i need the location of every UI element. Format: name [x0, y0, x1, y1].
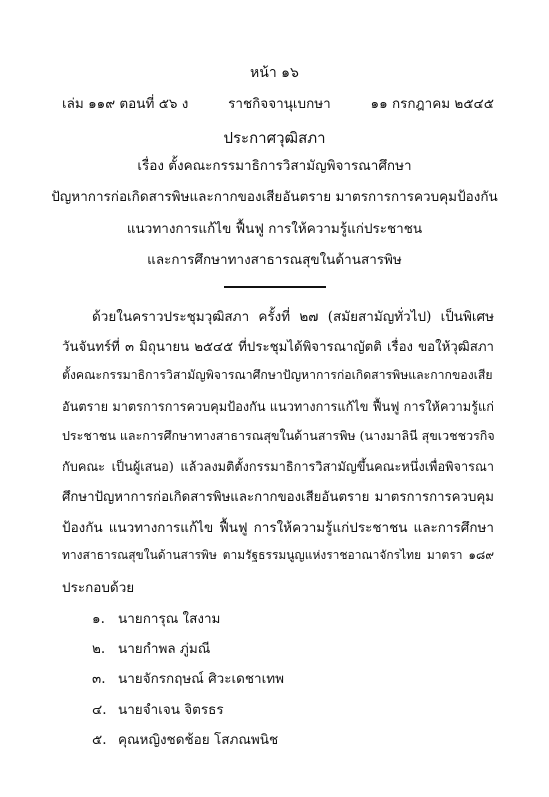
- body-line: วันจันทร์ที่ ๓ มิถุนายน ๒๕๔๕ ที่ประชุมได้พิจารณาญัตติ เรื่อง ขอให้วุฒิสภา: [62, 340, 494, 355]
- member-name: นายจำเจน จิตรธร: [118, 702, 224, 718]
- body-line: ประชาชน และการศึกษาทางสาธารณสุขในด้านสารพิษ (นางมาลินี สุขเวชชวรกิจ: [62, 428, 495, 443]
- body-line: อันตราย มาตรการการควบคุมป้องกัน แนวทางการแก้ไข ฟื้นฟู การให้ความรู้แก่: [62, 400, 494, 415]
- body-line: ตั้งคณะกรรมาธิการวิสามัญพิจารณาศึกษาปัญหาการก่อเกิดสารพิษและกากของเสีย: [62, 368, 493, 382]
- member-number: ๓.: [92, 671, 106, 687]
- list-item: [92, 698, 224, 720]
- member-name: นายกำพล ภู่มณี: [118, 641, 211, 657]
- list-item: [92, 728, 278, 750]
- member-name: คุณหญิงชดช้อย โสภณพนิช: [118, 732, 279, 748]
- gazette-name: ราชกิจจานุเบกษา: [228, 96, 331, 112]
- member-number: ๕.: [92, 732, 107, 748]
- subject-line: เรื่อง ตั้งคณะกรรมาธิการวิสามัญพิจารณาศึกษา: [137, 158, 412, 174]
- page-number: หน้า ๑๖: [250, 65, 299, 81]
- body-line: ป้องกัน แนวทางการแก้ไข ฟื้นฟู การให้ความรู้แก่ประชาชน และการศึกษา: [62, 520, 494, 536]
- subject-line: ปัญหาการก่อเกิดสารพิษและกากของเสียอันตราย มาตรการการควบคุมป้องกัน: [51, 189, 498, 205]
- body-line: ด้วยในคราวประชุมวุฒิสภา ครั้งที่ ๒๗ (สมัยสามัญทั่วไป) เป็นพิเศษ: [92, 309, 494, 325]
- member-number: ๒.: [92, 641, 106, 657]
- list-item: [92, 637, 210, 659]
- publication-date: ๑๑ กรกฎาคม ๒๕๔๕: [370, 96, 494, 112]
- member-name: นายจักรกฤษณ์ ศิวะเดชาเทพ: [118, 671, 285, 687]
- body-line: ทางสาธารณสุขในด้านสารพิษ ตามรัฐธรรมนูญแห่งราชอาณาจักรไทย มาตรา ๑๘๙: [62, 548, 494, 562]
- subject-line: และการศึกษาทางสาธารณสุขในด้านสารพิษ: [147, 252, 402, 268]
- list-item: [92, 607, 220, 629]
- member-number: ๔.: [92, 702, 107, 718]
- body-line: กับคณะ เป็นผู้เสนอ) แล้วลงมติตั้งกรรมาธิการวิสามัญขึ้นคณะหนึ่งเพื่อพิจารณา: [62, 460, 494, 475]
- member-name: นายการุณ ใสงาม: [118, 611, 221, 627]
- list-item: [92, 667, 284, 689]
- body-line: ศึกษาปัญหาการก่อเกิดสารพิษและกากของเสียอันตราย มาตรการการควบคุม: [62, 490, 494, 505]
- gazette-header: [62, 92, 494, 114]
- subject-line: แนวทางการแก้ไข ฟื้นฟู การให้ความรู้แก่ประชาชน: [126, 221, 423, 237]
- announcement-title: ประกาศวุฒิสภา: [223, 129, 326, 147]
- body-line: ประกอบด้วย: [62, 580, 135, 596]
- volume-issue: เล่ม ๑๑๙ ตอนที่ ๕๖ ง: [62, 96, 189, 112]
- member-number: ๑.: [92, 611, 105, 627]
- title-divider: [224, 286, 326, 288]
